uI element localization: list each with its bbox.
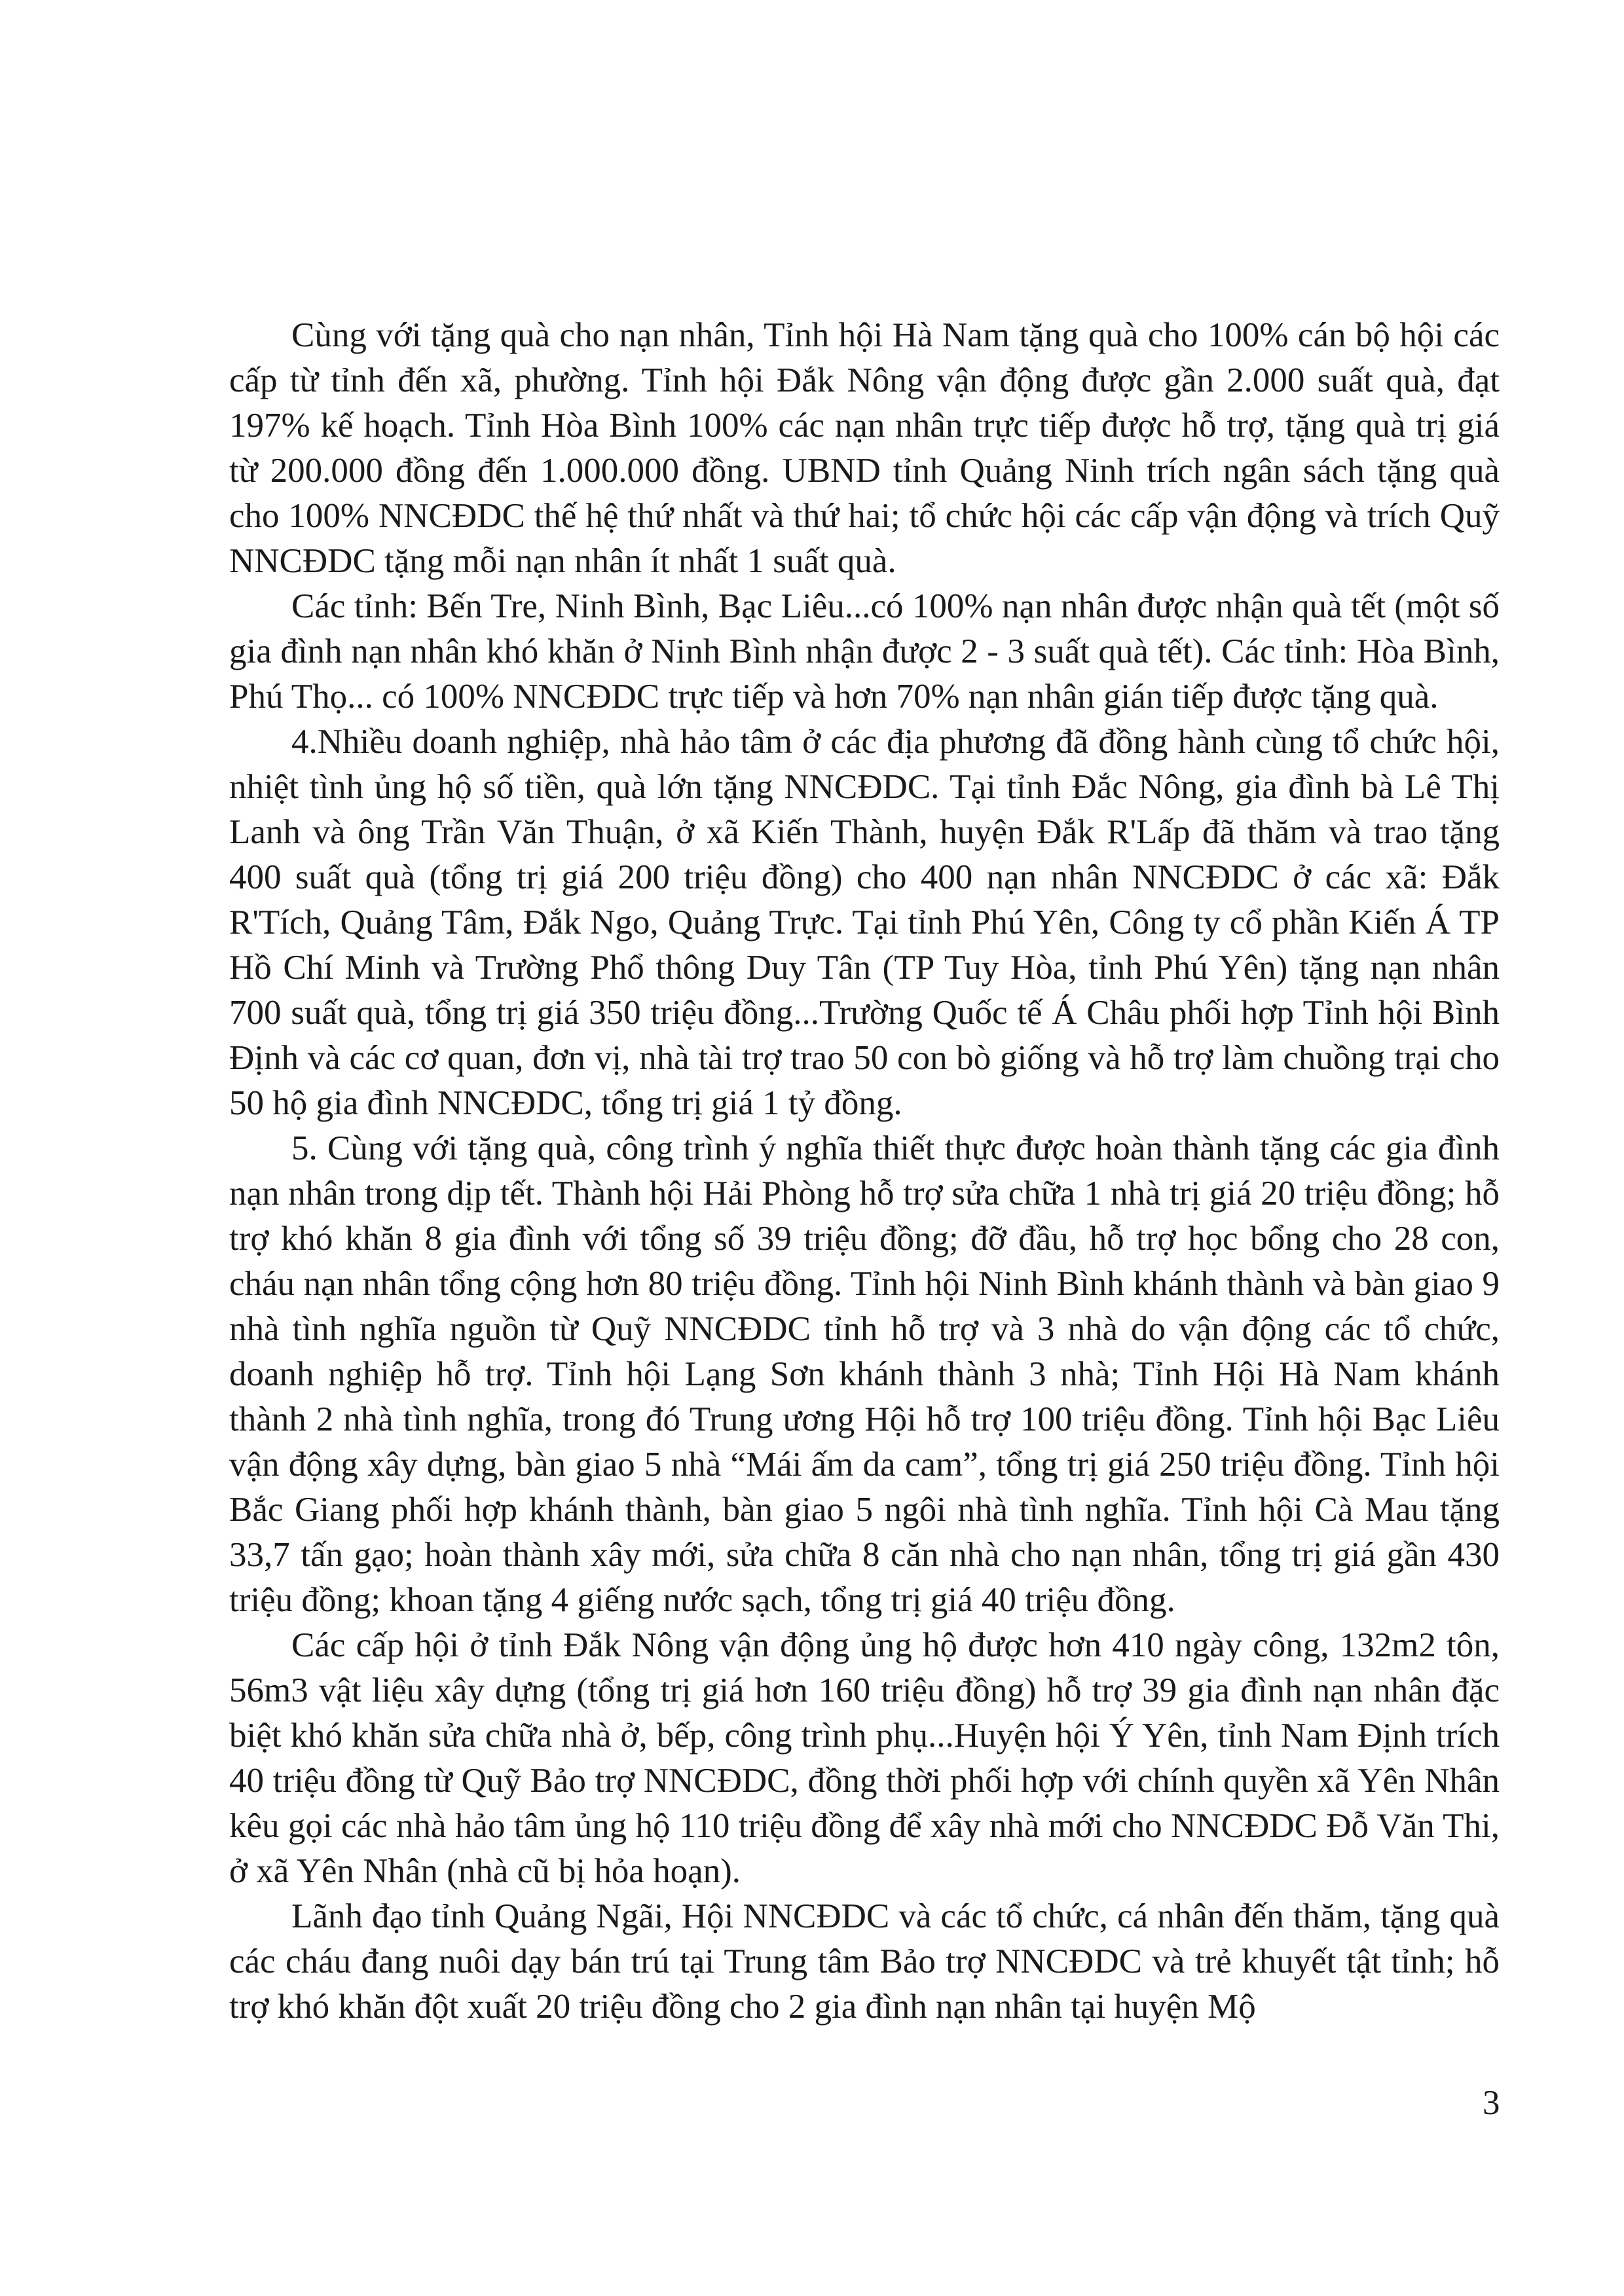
- page-number: 3: [1483, 2084, 1500, 2122]
- paragraph-enterprises-support: 4.Nhiều doanh nghiệp, nhà hảo tâm ở các địa phương đã đồng hành cùng tổ chức hội, nhiệt tình ủng hộ số tiền, quà lớn tặng NNCĐDC. Tại tỉnh Đắc Nông, gia đình bà Lê Thị Lanh và ông Trần Văn Thuận, ở xã Kiến Thành, huyện Đắk R'Lấp đã thăm và trao tặng 400 suất quà (tổng trị giá 200 triệu đồng) cho 400 nạn nhân NNCĐDC ở các xã: Đắk R'Tích, Quảng Tâm, Đắk Ngo, Quảng Trực. Tại tỉnh Phú Yên, Công ty cổ phần Kiến Á TP Hồ Chí Minh và Trường Phổ thông Duy Tân (TP Tuy Hòa, tỉnh Phú Yên) tặng nạn nhân 700 suất quà, tổng trị giá 350 triệu đồng...Trường Quốc tế Á Châu phối hợp Tỉnh hội Bình Định và các cơ quan, đơn vị, nhà tài trợ trao 50 con bò giống và hỗ trợ làm chuồng trại cho 50 hộ gia đình NNCĐDC, tổng trị giá 1 tỷ đồng.: [229, 723, 1500, 1122]
- body-text: [229, 313, 1500, 2030]
- paragraph-dak-nong-labor: Các cấp hội ở tỉnh Đắk Nông vận động ủng hộ được hơn 410 ngày công, 132m2 tôn, 56m3 vật liệu xây dựng (tổng trị giá hơn 160 triệu đồng) hỗ trợ 39 gia đình nạn nhân đặc biệt khó khăn sửa chữa nhà ở, bếp, công trình phụ...Huyện hội Ý Yên, tỉnh Nam Định trích 40 triệu đồng từ Quỹ Bảo trợ NNCĐDC, đồng thời phối hợp với chính quyền xã Yên Nhân kêu gọi các nhà hảo tâm ủng hộ 110 triệu đồng để xây nhà mới cho NNCĐDC Đỗ Văn Thi, ở xã Yên Nhân (nhà cũ bị hỏa hoạn).: [229, 1626, 1500, 1890]
- paragraph-quang-ngai: Lãnh đạo tỉnh Quảng Ngãi, Hội NNCĐDC và các tổ chức, cá nhân đến thăm, tặng quà các cháu đang nuôi dạy bán trú tại Trung tâm Bảo trợ NNCĐDC và trẻ khuyết tật tỉnh; hỗ trợ khó khăn đột xuất 20 triệu đồng cho 2 gia đình nạn nhân tại huyện Mộ: [229, 1897, 1500, 2026]
- paragraph-gifts-ha-nam: Cùng với tặng quà cho nạn nhân, Tỉnh hội Hà Nam tặng quà cho 100% cán bộ hội các cấp từ tỉnh đến xã, phường. Tỉnh hội Đắk Nông vận động được gần 2.000 suất quà, đạt 197% kế hoạch. Tỉnh Hòa Bình 100% các nạn nhân trực tiếp được hỗ trợ, tặng quà trị giá từ 200.000 đồng đến 1.000.000 đồng. UBND tỉnh Quảng Ninh trích ngân sách tặng quà cho 100% NNCĐDC thế hệ thứ nhất và thứ hai; tổ chức hội các cấp vận động và trích Quỹ NNCĐDC tặng mỗi nạn nhân ít nhất 1 suất quà.: [229, 316, 1500, 580]
- paragraph-housing-projects: 5. Cùng với tặng quà, công trình ý nghĩa thiết thực được hoàn thành tặng các gia đình nạn nhân trong dịp tết. Thành hội Hải Phòng hỗ trợ sửa chữa 1 nhà trị giá 20 triệu đồng; hỗ trợ khó khăn 8 gia đình với tổng số 39 triệu đồng; đỡ đầu, hỗ trợ học bổng cho 28 con, cháu nạn nhân tổng cộng hơn 80 triệu đồng. Tỉnh hội Ninh Bình khánh thành và bàn giao 9 nhà tình nghĩa nguồn từ Quỹ NNCĐDC tỉnh hỗ trợ và 3 nhà do vận động các tổ chức, doanh nghiệp hỗ trợ. Tỉnh hội Lạng Sơn khánh thành 3 nhà; Tỉnh Hội Hà Nam khánh thành 2 nhà tình nghĩa, trong đó Trung ương Hội hỗ trợ 100 triệu đồng. Tỉnh hội Bạc Liêu vận động xây dựng, bàn giao 5 nhà “Mái ấm da cam”, tổng trị giá 250 triệu đồng. Tỉnh hội Bắc Giang phối hợp khánh thành, bàn giao 5 ngôi nhà tình nghĩa. Tỉnh hội Cà Mau tặng 33,7 tấn gạo; hoàn thành xây mới, sửa chữa 8 căn nhà cho nạn nhân, tổng trị giá gần 430 triệu đồng; khoan tặng 4 giếng nước sạch, tổng trị giá 40 triệu đồng.: [229, 1129, 1500, 1619]
- paragraph-provinces-tet-gifts: Các tỉnh: Bến Tre, Ninh Bình, Bạc Liêu...có 100% nạn nhân được nhận quà tết (một số gia đình nạn nhân khó khăn ở Ninh Bình nhận được 2 - 3 suất quà tết). Các tỉnh: Hòa Bình, Phú Thọ... có 100% NNCĐDC trực tiếp và hơn 70% nạn nhân gián tiếp được tặng quà.: [229, 587, 1500, 716]
